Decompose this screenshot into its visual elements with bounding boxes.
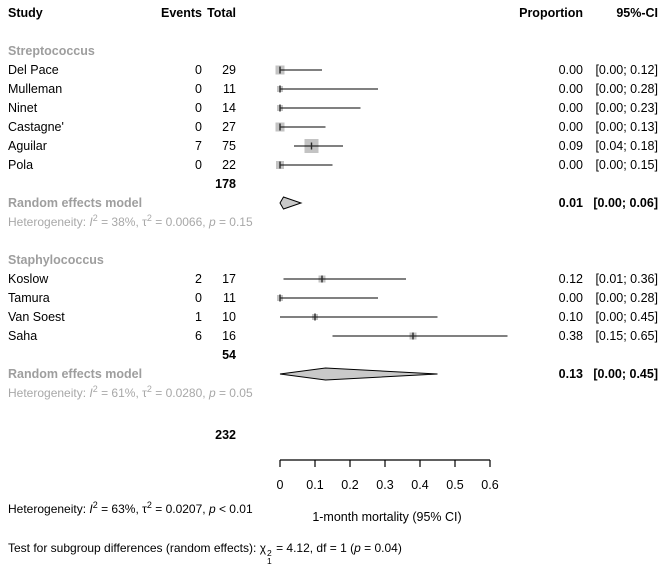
overall-heterogeneity-note: Heterogeneity: $I^2 = 63\%$, $\tau^2 = 0.0207$, p < 0.01 bbox=[8, 499, 253, 516]
study-name: Saha bbox=[8, 328, 38, 343]
study-events: 7 bbox=[195, 138, 202, 153]
study-row bbox=[0, 80, 665, 99]
study-row bbox=[0, 61, 665, 80]
group-label: Streptococcus bbox=[8, 43, 95, 58]
column-headers bbox=[0, 4, 665, 23]
x-tick-label: 0.2 bbox=[341, 478, 359, 492]
random-effects-ci: [0.00; 0.06] bbox=[593, 195, 658, 210]
heterogeneity-row bbox=[0, 384, 665, 403]
x-tick-label: 0.5 bbox=[446, 478, 464, 492]
study-total: 27 bbox=[222, 119, 236, 134]
overall-total: 232 bbox=[215, 427, 236, 442]
study-proportion: 0.38 bbox=[558, 328, 583, 343]
study-name: Castagne' bbox=[8, 119, 64, 134]
study-proportion: 0.00 bbox=[558, 62, 583, 77]
random-effects-ci: [0.00; 0.45] bbox=[593, 366, 658, 381]
col-header-events: Events bbox=[161, 5, 202, 20]
study-events: 0 bbox=[195, 100, 202, 115]
study-events: 1 bbox=[195, 309, 202, 324]
study-total: 16 bbox=[222, 328, 236, 343]
subtotal-total: 54 bbox=[222, 347, 236, 362]
study-name: Aguilar bbox=[8, 138, 47, 153]
random-effects-row bbox=[0, 365, 665, 384]
study-total: 75 bbox=[222, 138, 236, 153]
study-proportion: 0.09 bbox=[558, 138, 583, 153]
study-row bbox=[0, 99, 665, 118]
study-total: 22 bbox=[222, 157, 236, 172]
study-total: 29 bbox=[222, 62, 236, 77]
study-name: Ninet bbox=[8, 100, 38, 115]
subtotal-row bbox=[0, 346, 665, 365]
study-proportion: 0.12 bbox=[558, 271, 583, 286]
heterogeneity-note: Heterogeneity: $I^2 = 38\%$, $\tau^2 = 0.0066$, p = 0.15 bbox=[8, 212, 253, 229]
x-tick-label: 0.3 bbox=[376, 478, 394, 492]
study-ci: [0.00; 0.12] bbox=[595, 62, 658, 77]
study-events: 0 bbox=[195, 119, 202, 134]
study-events: 0 bbox=[195, 290, 202, 305]
x-axis-label: 1-month mortality (95% CI) bbox=[312, 510, 462, 524]
random-effects-proportion: 0.13 bbox=[558, 366, 583, 381]
study-ci: [0.00; 0.13] bbox=[595, 119, 658, 134]
study-row bbox=[0, 327, 665, 346]
study-ci: [0.00; 0.15] bbox=[595, 157, 658, 172]
x-tick-label: 0.1 bbox=[306, 478, 324, 492]
study-row bbox=[0, 156, 665, 175]
study-ci: [0.00; 0.28] bbox=[595, 81, 658, 96]
study-proportion: 0.00 bbox=[558, 119, 583, 134]
col-header-proportion: Proportion bbox=[519, 5, 583, 20]
study-total: 17 bbox=[222, 271, 236, 286]
study-name: Koslow bbox=[8, 271, 49, 286]
study-proportion: 0.00 bbox=[558, 100, 583, 115]
study-total: 11 bbox=[223, 81, 236, 96]
study-ci: [0.00; 0.45] bbox=[595, 309, 658, 324]
study-name: Pola bbox=[8, 157, 34, 172]
col-header-study: Study bbox=[8, 5, 43, 20]
study-total: 10 bbox=[222, 309, 236, 324]
study-name: Tamura bbox=[8, 290, 50, 305]
study-proportion: 0.00 bbox=[558, 81, 583, 96]
study-ci: [0.15; 0.65] bbox=[595, 328, 658, 343]
random-effects-proportion: 0.01 bbox=[558, 195, 583, 210]
random-effects-label: Random effects model bbox=[8, 195, 143, 210]
study-events: 2 bbox=[195, 271, 202, 286]
subtotal-row bbox=[0, 175, 665, 194]
overall-total-row bbox=[0, 426, 665, 445]
study-events: 0 bbox=[195, 62, 202, 77]
study-name: Van Soest bbox=[8, 309, 65, 324]
study-ci: [0.01; 0.36] bbox=[595, 271, 658, 286]
random-effects-row bbox=[0, 194, 665, 213]
subgroup-test-note: Test for subgroup differences (random effects): χ 2 1 = 4.12, df = 1 (p = 0.04) bbox=[8, 540, 402, 565]
study-total: 14 bbox=[222, 100, 236, 115]
study-events: 0 bbox=[195, 157, 202, 172]
study-row bbox=[0, 118, 665, 137]
study-ci: [0.04; 0.18] bbox=[595, 138, 658, 153]
study-name: Mulleman bbox=[8, 81, 63, 96]
x-tick-label: 0.6 bbox=[481, 478, 499, 492]
heterogeneity-note: Heterogeneity: $I^2 = 61\%$, $\tau^2 = 0.0280$, p = 0.05 bbox=[8, 383, 253, 400]
heterogeneity-row bbox=[0, 213, 665, 232]
col-header-ci: 95%-CI bbox=[616, 5, 658, 20]
study-row bbox=[0, 289, 665, 308]
study-row bbox=[0, 137, 665, 156]
study-row bbox=[0, 308, 665, 327]
study-proportion: 0.10 bbox=[558, 309, 583, 324]
group-header-row bbox=[0, 251, 665, 270]
col-header-total: Total bbox=[207, 5, 236, 20]
study-events: 0 bbox=[195, 81, 202, 96]
study-total: 11 bbox=[223, 290, 236, 305]
subtotal-total: 178 bbox=[215, 176, 236, 191]
x-tick-label: 0.4 bbox=[411, 478, 429, 492]
study-row bbox=[0, 270, 665, 289]
study-events: 6 bbox=[195, 328, 202, 343]
random-effects-label: Random effects model bbox=[8, 366, 143, 381]
group-label: Staphylococcus bbox=[8, 252, 104, 267]
study-ci: [0.00; 0.23] bbox=[595, 100, 658, 115]
study-ci: [0.00; 0.28] bbox=[595, 290, 658, 305]
study-proportion: 0.00 bbox=[558, 157, 583, 172]
x-tick-label: 0 bbox=[276, 478, 284, 492]
group-header-row bbox=[0, 42, 665, 61]
study-proportion: 0.00 bbox=[558, 290, 583, 305]
study-name: Del Pace bbox=[8, 62, 59, 77]
